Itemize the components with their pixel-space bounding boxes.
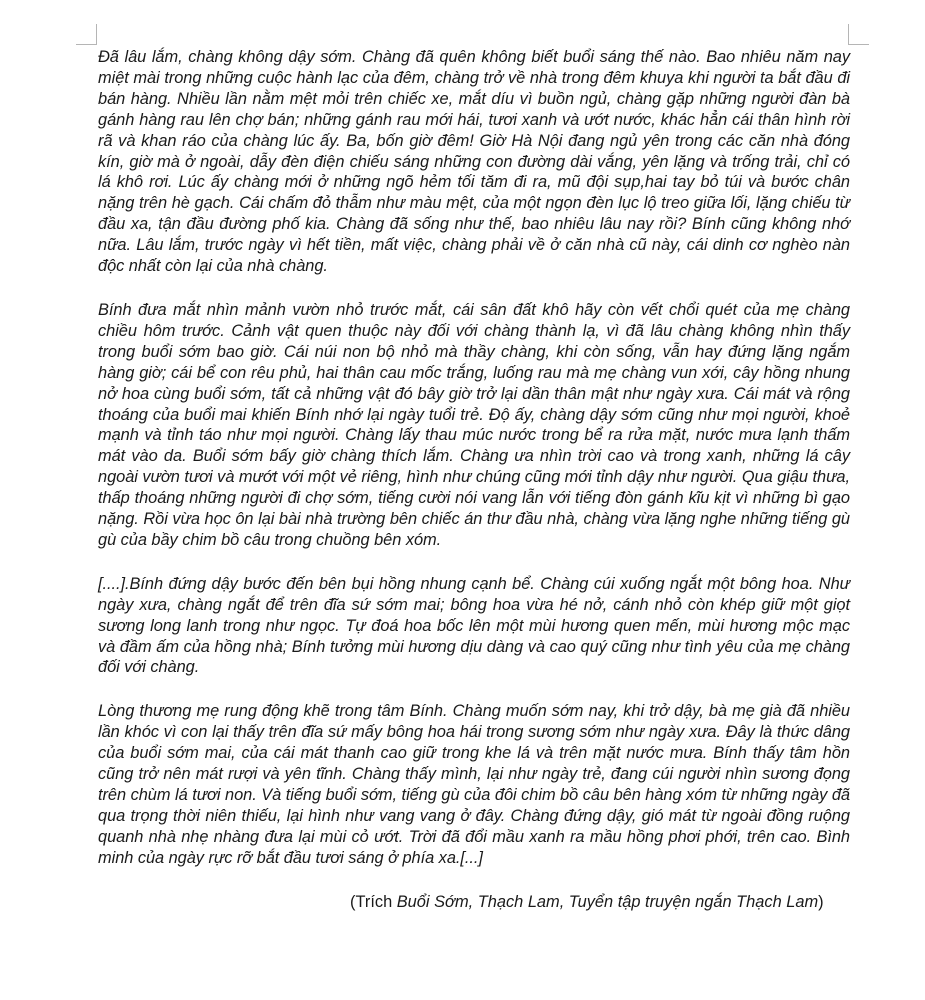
document-page — [98, 47, 850, 913]
paragraph-2: Bính đưa mắt nhìn mảnh vườn nhỏ trước mắt, cái sân đất khô hãy còn vết chổi quét của mẹ chàng chiều hôm trước. Cảnh vật quen thuộc này đối với chàng thành lạ, vì đã lâu chàng không nhìn thấy trong buổi sớm bao giờ. Cái núi non bộ nhỏ mà thầy chàng, khi còn sống, vẫn hay đứng lặng ngắm hàng giờ; cái bể con rêu phủ, hai thân cau mốc trắng, luống rau mà mẹ chàng vun xới, cây hồng nhung nở hoa cùng buổi sớm, tất cả những vật đó bây giờ trở lại dần thân mật như ngày xưa. Cái mát và rộng thoáng của buổi mai khiến Bính nhớ lại ngày tuổi trẻ. Độ ấy, chàng dậy sớm cũng như mọi người, khoẻ mạnh và tỉnh táo như mọi người. Chàng lấy thau múc nước trong bể ra rửa mặt, nước mưa lạnh thấm mát vào da. Buổi sớm bấy giờ chàng thích lắm. Chàng ưa nhìn trời cao và trong xanh, những lá cây ngoài vườn tươi và mướt với một vẻ riêng, hình như chúng cũng mới tỉnh dậy như người. Qua giậu thưa, thấp thoáng những người đi chợ sớm, tiếng cười nói vang lẫn với tiếng đòn gánh kĩu kịt vì những bì gạo nặng. Rồi vừa học ôn lại bài nhà trường bên chiếc án thư đầu nhà, chàng vừa lặng nghe những tiếng gù gù của bầy chim bồ câu trong chuồng bên xóm. — [98, 300, 850, 549]
paragraph-4: Lòng thương mẹ rung động khẽ trong tâm Bính. Chàng muốn sớm nay, khi trở dậy, bà mẹ già đã nhiều lần khóc vì con lại thấy trên đĩa sứ mấy bông hoa hái trong sương sớm như ngày xưa. Đây là thức dâng của buổi sớm mai, của cái mát thanh cao giữ trong khe lá và trên mặt nước mưa. Bính thấy tâm hồn cũng trở nên mát rượi và yên tĩnh. Chàng thấy mình, lại như ngày trẻ, đang cúi người nhìn sương đọng trên chùm lá tươi non. Và tiếng buổi sớm, tiếng gù của đôi chim bồ câu bên hàng xóm từ những ngày đã qua trọng thời niên thiếu, lại hình như vang vang ở đây. Chàng đứng dậy, gió mát từ ngoài đồng ruộng quanh nhà nhẹ nhàng đưa lại mùi cỏ ướt. Trời đã đổi mầu xanh ra mầu hồng phơi phới, trên cao. Bình minh của ngày rực rỡ bắt đầu tươi sáng ở phía xa.[...] — [98, 702, 850, 867]
page-corner-mark-top-left — [76, 24, 97, 45]
page-corner-mark-top-right — [848, 24, 869, 45]
source-citation — [98, 892, 850, 913]
paragraph-1: Đã lâu lắm, chàng không dậy sớm. Chàng đã quên không biết buổi sáng thế nào. Bao nhiêu năm nay miệt mài trong những cuộc hành lạc của đêm, chàng trở về nhà trong đêm khuya khi người ta bắt đầu đi bán hàng. Nhiều lần nằm mệt mỏi trên chiếc xe, mắt díu vì buồn ngủ, chàng gặp những người đàn bà gánh hàng rau lên chợ bán; những gánh rau mới hái, tươi xanh và ướt nước, khác hẳn cái thân hình rời rã và khan ráo của chàng lúc ấy. Ba, bốn giờ đêm! Giờ Hà Nội đang ngủ yên trong các căn nhà đóng kín, giờ mà ở ngoài, dẫy đèn điện chiếu sáng những con đường dài vắng, yên lặng và trống trải, chỉ có lá khô rơi. Lúc ấy chàng mới ở những ngõ hẻm tối tăm đi ra, mũ đội sụp,hai tay bỏ túi và bước chân nặng trên hè gạch. Cái chấm đỏ thẫm như màu mệt, của một ngọn đèn lục lộ treo giữa lối, lặng chiếu từ đầu xa, tận đầu đường phố kia. Chàng đã sống như thế, bao nhiêu lâu nay rồi? Bính cũng không nhớ nữa. Lâu lắm, trước ngày vì hết tiền, mất việc, chàng phải về ở căn nhà cũ này, cái dinh cơ nghèo nàn độc nhất còn lại của nhà chàng. — [98, 48, 850, 276]
citation-work: Buổi Sớm, Thạch Lam, Tuyển tập truyện ngắn Thạch Lam — [396, 892, 819, 911]
paragraph-3: [....].Bính đứng dậy bước đến bên bụi hồng nhung cạnh bể. Chàng cúi xuống ngắt một bông hoa. Như ngày xưa, chàng ngắt để trên đĩa sứ sớm mai; bông hoa vừa hé nở, cánh nhỏ còn khép giữ một giọt sương long lanh trong như ngọc. Tự đoá hoa bốc lên một mùi hương quen mến, mùi hương mộc mạc và đầm ấm của hồng nhà; Bính tưởng mùi hương dịu dàng và cao quý cũng như tình yêu của mẹ chàng đối với chàng. — [98, 574, 850, 677]
citation-prefix: (Trích — [350, 892, 397, 911]
citation-suffix: ) — [818, 892, 824, 911]
